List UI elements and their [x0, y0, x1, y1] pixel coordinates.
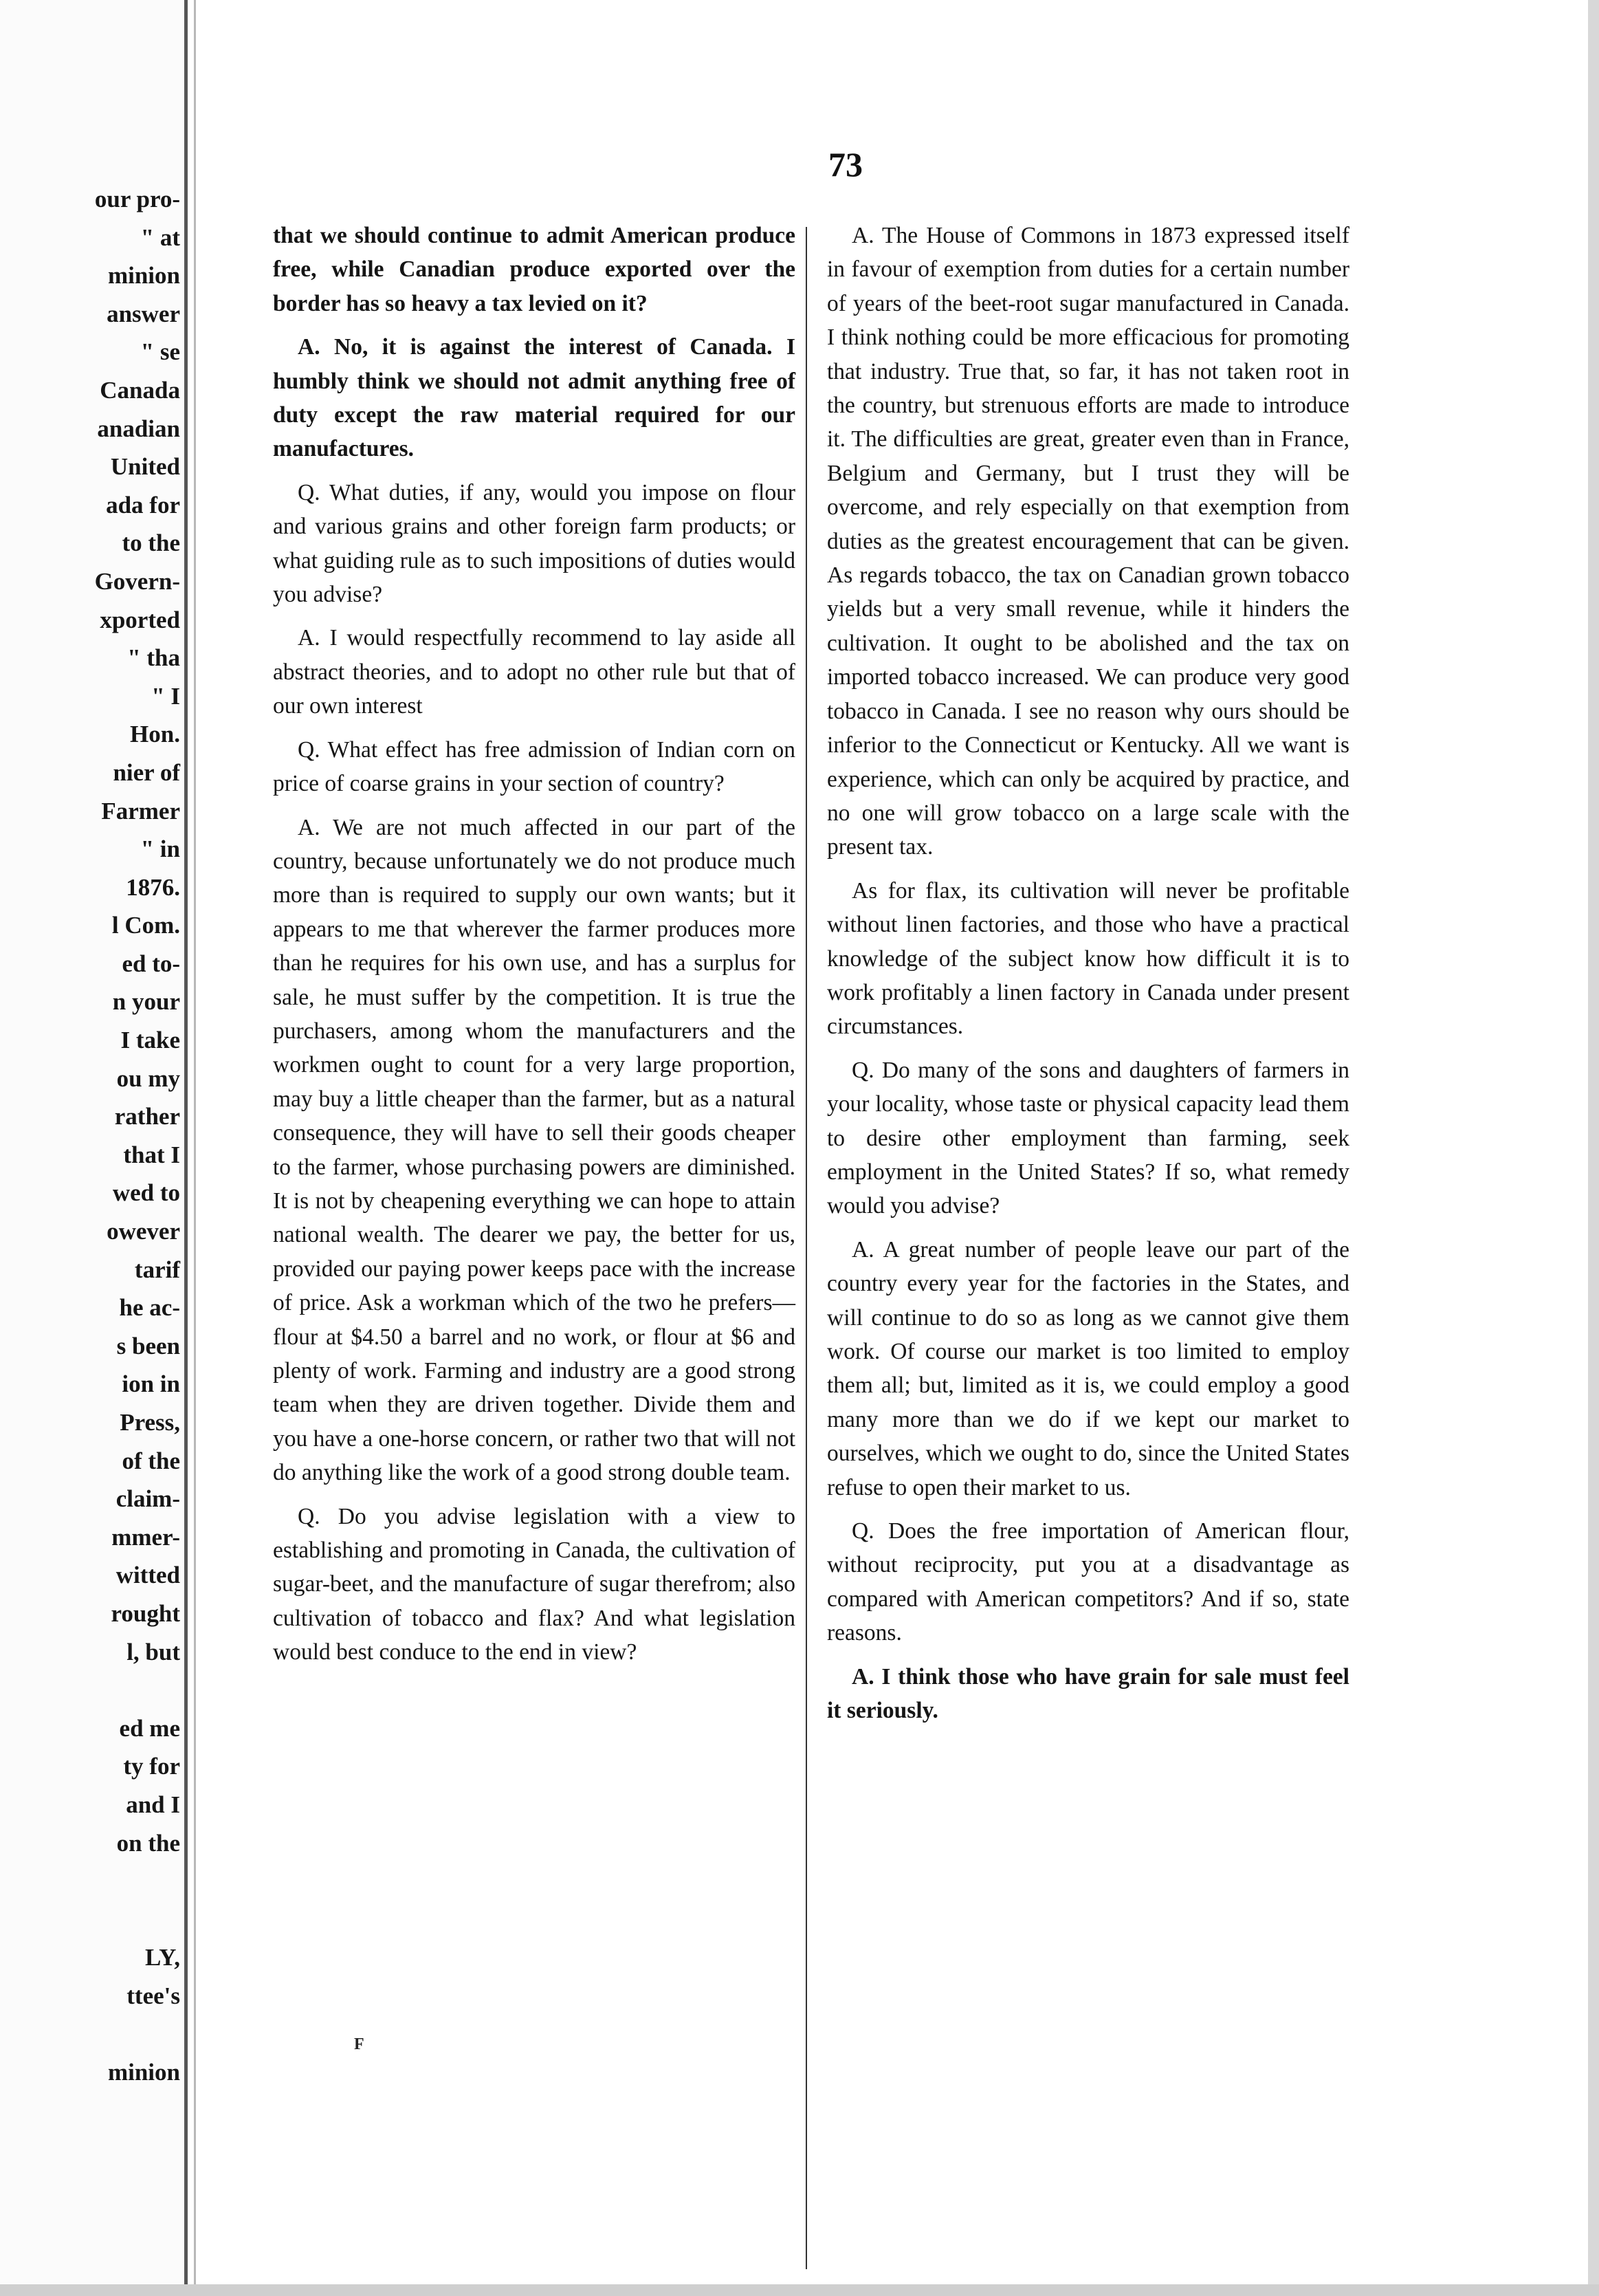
paragraph: A. I think those who have grain for sale must feel it seriously. — [827, 1663, 1349, 1724]
previous-page-fragment: LY, — [145, 1944, 180, 1971]
previous-page-fragment — [0, 1671, 180, 1709]
previous-page-fragment: United — [110, 453, 180, 481]
previous-page-fragment: answer — [107, 300, 180, 327]
previous-page-fragment: our pro- — [94, 186, 180, 212]
previous-page-fragment: claim- — [115, 1485, 180, 1513]
paragraph: A. I would respectfully recommend to lay aside all abstract theories, and to adopt no other rule but that of our own interest — [273, 625, 795, 719]
paragraph: that we should continue to admit American produce free, while Canadian produce exported over the border has so heavy a tax levied on it? — [273, 223, 795, 316]
previous-page-fragment: witted — [115, 1562, 180, 1589]
previous-page-fragment: to the — [122, 529, 180, 557]
paragraph: As for flax, its cultivation will never be profitable without linen factories, and those who have a practical knowledge of the subject know how difficult it is to work profitably a linen factory in Canada under present circumstances. — [827, 877, 1349, 1040]
page-fold-shadow — [184, 0, 188, 2296]
previous-page-fragment: xported — [100, 606, 180, 633]
previous-page-fragment: Press, — [120, 1409, 180, 1436]
previous-page-fragment — [0, 2015, 180, 2054]
previous-page-fragment: wed to — [112, 1179, 180, 1207]
previous-page-fragment: ed to- — [122, 950, 180, 977]
previous-page-fragment: he ac- — [119, 1294, 180, 1322]
bottom-page-edge — [0, 2284, 1599, 2296]
column-divider — [806, 227, 807, 2269]
previous-page-fragment: ou my — [116, 1064, 180, 1092]
previous-page-fragment: " tha — [127, 644, 180, 672]
previous-page-fragment: l Com. — [111, 912, 180, 939]
previous-page-fragment: s been — [116, 1332, 180, 1359]
previous-page-text-fragments — [0, 180, 180, 2086]
previous-page-fragment: rather — [114, 1103, 180, 1130]
previous-page-fragment: ty for — [123, 1753, 180, 1780]
paragraph: Q. Do you advise legislation with a view to establishing and promoting in Canada, the cultivation of sugar-beet, and the manufacture of sugar therefrom; also cultivation of tobacco and flax? And what legislation would best conduce to the end in view? — [273, 1503, 795, 1665]
previous-page-fragment: " se — [140, 338, 180, 366]
signature-mark: F — [354, 2035, 364, 2053]
previous-page-fragment: minion — [107, 2059, 180, 2086]
previous-page-fragment: and I — [126, 1791, 180, 1818]
paragraph: A. We are not much affected in our part of the country, because unfortunately we do not produce much more than is required to supply our own wants; but it appears to me that wherever the farmer produces more than he requires for his own use, and has a surplus for sale, he must suffer by the competition. It is true the purchasers, among whom the manufacturers and the workmen ought to count for a very large proportion, may buy a little cheaper than the farmer, but as a natural consequence, they will have to sell their goods cheaper to the farmer, whose purchasing powers are diminished. It is not by cheapening everything we can hope to attain national wealth. The dearer we pay, the better for us, provided our paying power keeps pace with the increase of price. Ask a workman which of the two he prefers—flour at $4.50 a barrel and no work, or flour at $6 and plenty of work. Farming and industry are a good strong team when they are driven together. Divide them and you have a one-horse concern, or rather two that will not do anything like the work of a good strong double team. — [273, 814, 795, 1486]
paragraph: Q. Does the free importation of American flour, without reciprocity, put you at a disadvantage as compared with American competitors? And if so, state reasons. — [827, 1518, 1349, 1646]
previous-page-fragment: ion in — [122, 1370, 180, 1398]
previous-page-fragment: Farmer — [101, 797, 180, 824]
previous-page-fragment: nier of — [113, 758, 180, 786]
page-fold-line — [194, 0, 196, 2296]
previous-page-fragment: minion — [107, 262, 180, 289]
previous-page-fragment: 1876. — [126, 873, 180, 901]
previous-page-fragment: ed me — [119, 1714, 180, 1742]
previous-page-fragment: ada for — [106, 491, 180, 518]
paragraph: A. A great number of people leave our part of the country every year for the factories in the States, and will continue to do so as long as we cannot give them work. Of course our market is too limited to employ them all; but, limited as it is, we could employ a good many more than we do if we kept our market to ourselves, which we ought to do, since the United States refuse to open their market to us. — [827, 1236, 1349, 1500]
previous-page-fragment: owever — [107, 1218, 180, 1245]
previous-page-fragment: ttee's — [126, 1982, 180, 2009]
previous-page-fragment: Hon. — [130, 721, 180, 748]
previous-page-fragment: " I — [151, 682, 180, 710]
paragraph: Q. Do many of the sons and daughters of farmers in your locality, whose taste or physical capacity lead them to desire other employment than farming, seek employment in the United States? If so, what remedy would you advise? — [827, 1057, 1349, 1219]
previous-page-fragment — [0, 1901, 180, 1939]
paragraph: A. The House of Commons in 1873 expressed itself in favour of exemption from duties for a certain number of years of the beet-root sugar manufactured in Canada. I think nothing could be more efficacious for promoting that industry. True that, so far, it has not taken root in the country, but strenuous efforts are made to introduce it. The difficulties are great, greater even than in France, Belgium and Germany, but I trust they will be overcome, and rely especially on that exemption from duties as the greatest encouragement that can be given. As regards tobacco, the tax on Canadian grown tobacco yields but a very small revenue, while it hinders the cultivation. It ought to be abolished and the tax on imported tobacco increased. We can produce very good tobacco in Canada. I see no reason why ours should be inferior to the Connecticut or Kentucky. All we want is experience, which can only be acquired by practice, and no one will grow tobacco on a large scale with the present tax. — [827, 223, 1349, 860]
right-text-column — [827, 219, 1349, 2268]
paragraph: A. No, it is against the interest of Canada. I humbly think we should not admit anything free of duty except the raw material required for our manufactures. — [273, 334, 795, 462]
previous-page-fragment: mmer- — [111, 1523, 180, 1551]
previous-page-fragment: tarif — [134, 1256, 180, 1283]
previous-page-fragment: rought — [111, 1599, 180, 1627]
previous-page-fragment — [0, 1862, 180, 1901]
previous-page-fragment: Canada — [100, 376, 180, 404]
previous-page-fragment: l, but — [126, 1638, 180, 1665]
paragraph: Q. What effect has free admission of Indian corn on price of coarse grains in your section of country? — [273, 736, 795, 797]
previous-page-fragment: anadian — [97, 415, 180, 442]
previous-page-fragment: n your — [112, 988, 180, 1016]
page-number: 73 — [828, 145, 863, 184]
previous-page-fragment: " in — [140, 835, 180, 863]
previous-page-fragment: that I — [123, 1141, 180, 1168]
previous-page-fragment: " at — [140, 223, 180, 251]
previous-page-fragment: Govern- — [94, 567, 180, 595]
left-text-column — [273, 219, 795, 2268]
right-page-edge — [1588, 0, 1599, 2296]
previous-page-fragment: on the — [116, 1829, 180, 1857]
previous-page-fragment: of the — [122, 1447, 180, 1474]
paragraph: Q. What duties, if any, would you impose on flour and various grains and other foreign farm products; or what guiding rule as to such impositions of duties would you advise? — [273, 479, 795, 608]
previous-page-fragment: I take — [120, 1027, 180, 1054]
